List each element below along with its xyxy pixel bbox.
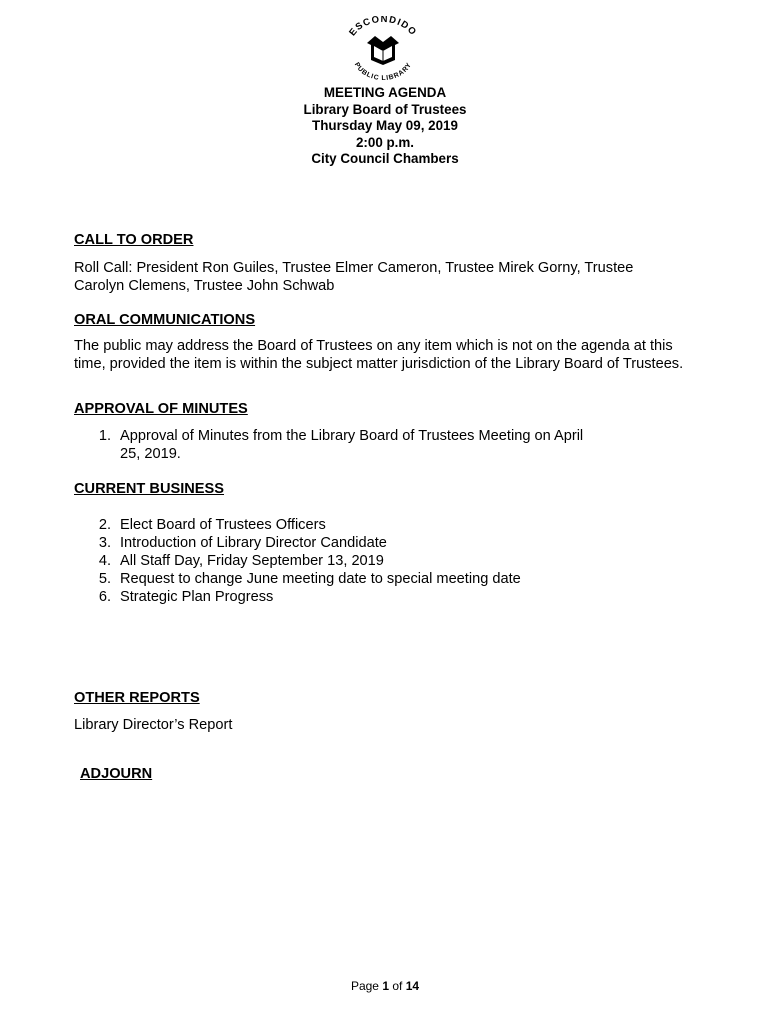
list-item-number: 5.: [98, 571, 111, 587]
list-item-number: 6.: [98, 589, 111, 605]
list-item-text: Introduction of Library Director Candidate: [120, 535, 387, 551]
list-item-text: Strategic Plan Progress: [120, 589, 274, 605]
page-footer: [0, 979, 770, 993]
list-item-number: 1.: [98, 428, 111, 444]
other-reports-heading: OTHER REPORTS: [74, 690, 200, 706]
oral-communications-heading: ORAL COMMUNICATIONS: [74, 312, 256, 328]
roll-call-text: Roll Call: President Ron Guiles, Trustee Elmer Cameron, Trustee Mirek Gorny, Trustee Carolyn Clemens, Trustee John Schwab: [74, 260, 634, 294]
svg-text:ESCONDIDO: [347, 16, 419, 38]
book-emblem-icon: [367, 36, 399, 65]
list-item: [74, 427, 594, 463]
list-item-number: 3.: [98, 535, 111, 551]
meeting-time: 2:00 p.m.: [355, 134, 415, 150]
list-item: [74, 516, 714, 534]
page-current: 1: [382, 979, 389, 993]
adjourn-heading: ADJOURN: [80, 766, 153, 782]
meeting-location: City Council Chambers: [311, 151, 459, 167]
list-item-number: 4.: [98, 553, 111, 569]
approval-of-minutes-list: [74, 427, 594, 463]
page-total: 14: [405, 979, 420, 993]
list-item-text: Elect Board of Trustees Officers: [120, 517, 326, 533]
agenda-header: [0, 85, 770, 168]
list-item: [74, 534, 714, 552]
current-business-heading: CURRENT BUSINESS: [74, 481, 225, 497]
logo-top-text: ESCONDIDO: [347, 16, 419, 39]
meeting-date: Thursday May 09, 2019: [312, 118, 458, 134]
list-item: [74, 552, 714, 570]
escondido-library-logo: [343, 16, 423, 84]
oral-communications-text: The public may address the Board of Trustees on any item which is not on the agenda at this time, provided the item is within the subject matter jurisdiction of the Library Board of Trustees.: [74, 338, 684, 372]
of-word: of: [392, 979, 403, 993]
list-item-text: Request to change June meeting date to special meeting date: [120, 571, 521, 587]
list-item: [74, 570, 714, 588]
list-item-text: All Staff Day, Friday September 13, 2019: [120, 553, 384, 569]
logo-bottom-text: PUBLIC LIBRARY: [352, 61, 414, 83]
list-item-text: Approval of Minutes from the Library Board of Trustees Meeting on April 25, 2019.: [120, 428, 584, 462]
approval-of-minutes-heading: APPROVAL OF MINUTES: [74, 401, 248, 417]
agenda-title: MEETING AGENDA: [323, 85, 447, 100]
page-word: Page: [350, 979, 379, 993]
call-to-order-heading: CALL TO ORDER: [74, 232, 194, 248]
list-item: [74, 588, 714, 606]
board-name: Library Board of Trustees: [303, 101, 467, 117]
other-reports-text: Library Director’s Report: [74, 717, 233, 733]
list-item-number: 2.: [98, 517, 111, 533]
current-business-list: [74, 516, 714, 606]
